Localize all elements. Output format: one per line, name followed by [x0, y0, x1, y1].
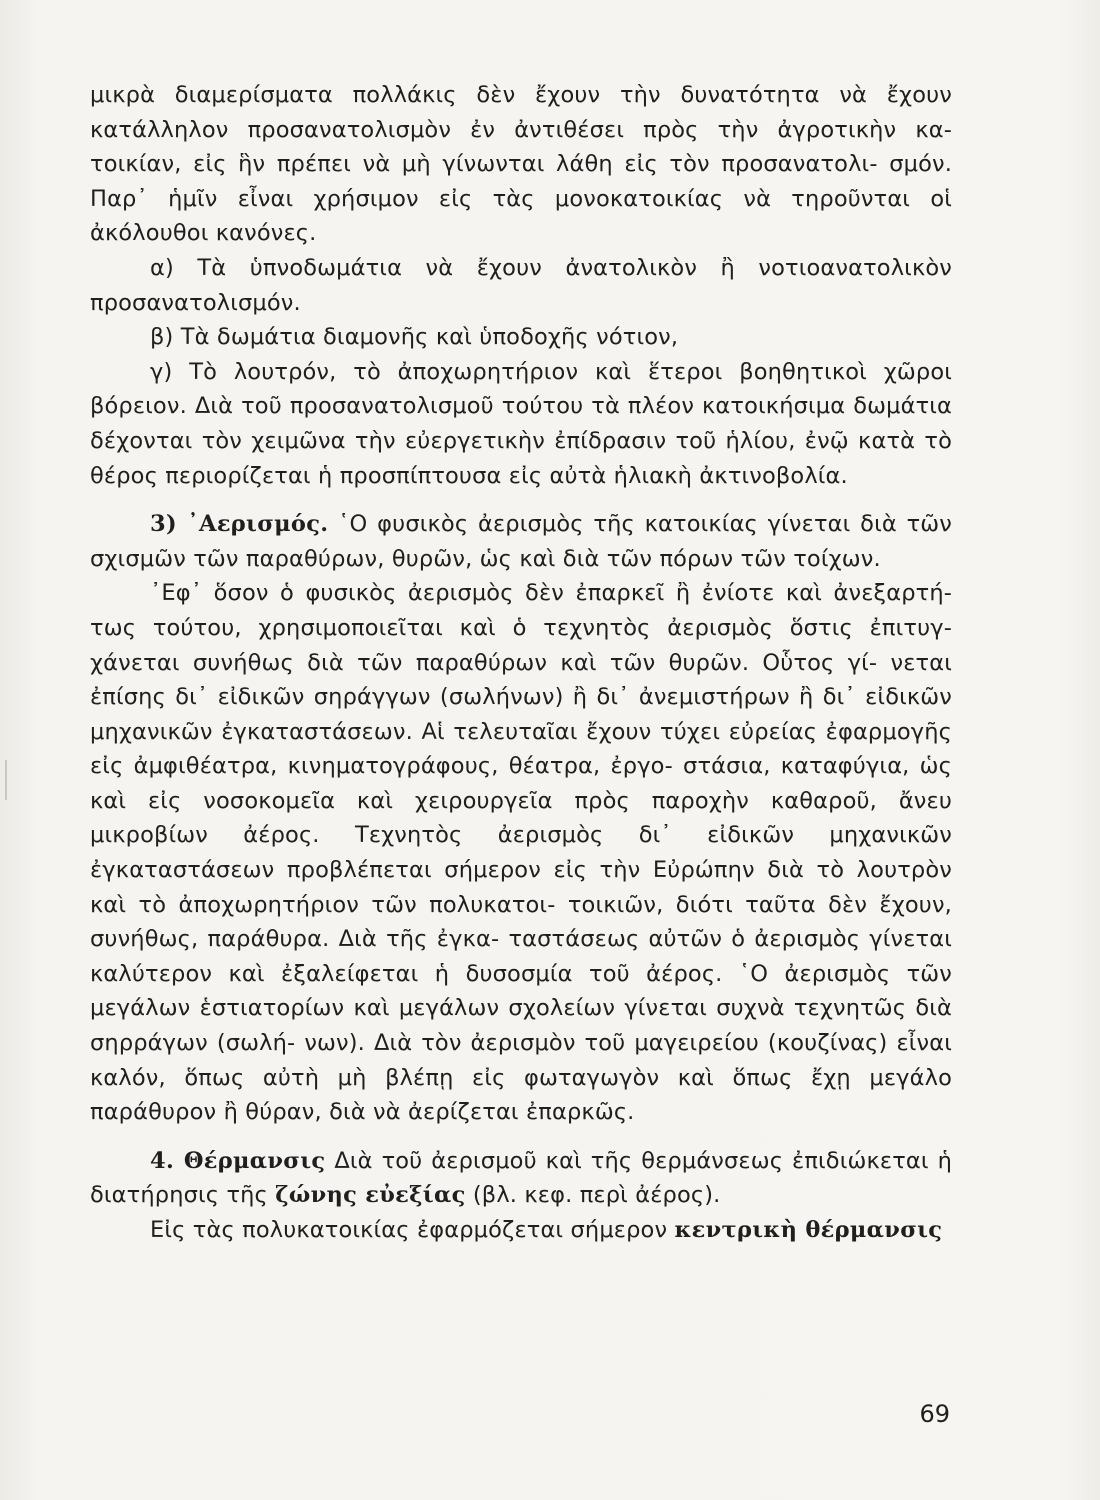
- text-line: α) Τὰ ὑπνοδωμάτια νὰ ἔχουν ἀνατολικὸν ἢ νοτιοανατολικὸν: [150, 254, 952, 281]
- text-line: σχισμῶν τῶν παραθύρων, θυρῶν, ὡς καὶ διὰ τῶν πόρων τῶν τοίχων.: [90, 545, 881, 572]
- text-line: γ) Τὸ λουτρόν, τὸ ἀποχωρητήριον καὶ ἕτεροι βοηθητικοὶ χῶροι: [150, 358, 952, 385]
- paragraph-rule-a: [90, 251, 952, 320]
- text-line: Εὐρώπην διὰ τὸ λουτρὸν καὶ τὸ ἀποχωρητήριον τῶν πολυκατοι-: [90, 857, 952, 918]
- text-line: ταστάσεως αὐτῶν ὁ ἀερισμὸς γίνεται καλύτερον καὶ ἐξαλείφεται: [90, 926, 952, 987]
- text-line: Διὰ τοῦ ἀερισμοῦ καὶ τῆς θερμάνσεως ἐπιδιώκεται: [325, 1147, 929, 1174]
- bold-term: ζώνης εὐεξίας: [275, 1182, 466, 1209]
- body-text: [90, 78, 952, 1248]
- paragraph-ventilation: [90, 507, 952, 576]
- paragraph-artificial-ventilation: [90, 576, 952, 1130]
- text-line: βόρειον. Διὰ τοῦ προσανατολισμοῦ τούτου τὰ πλέον κατοικήσιμα: [90, 393, 846, 420]
- binding-shadow: [5, 760, 7, 800]
- text-line: δωμάτια δέχονται τὸν χειμῶνα τὴν εὐεργετικὴν ἐπίδρασιν τοῦ ἡλίου,: [90, 393, 953, 454]
- text-line: ἀκτινοβολία.: [699, 462, 848, 489]
- paragraph-central-heating: [90, 1213, 952, 1248]
- text-line: εὐρείας ἐφαρμογῆς εἰς ἀμφιθέατρα, κινηματογράφους, θέατρα, ἐργο-: [90, 718, 952, 780]
- text-line: σμόν. Παρ᾿ ἡμῖν εἶναι χρήσιμον εἰς τὰς μονοκατοικίας νὰ τηροῦνται: [90, 151, 952, 212]
- text-line: ἡ δυσοσμία τοῦ ἀέρος. ῾Ο ἀερισμὸς τῶν μεγάλων ἑστιατορίων καὶ: [90, 960, 952, 1022]
- text-line: (βλ. κεφ. περὶ ἀέρος).: [465, 1182, 721, 1209]
- section-heading-ventilation: 3) ᾽Αερισμός.: [150, 511, 329, 538]
- text-line: ἢ θύραν, διὰ νὰ ἀερίζεται ἐπαρκῶς.: [223, 1099, 635, 1126]
- paragraph-intro: [90, 78, 952, 251]
- text-line: κατάλληλον προσανατολισμὸν ἐν ἀντιθέσει πρὸς τὴν ἀγροτικὴν κα-: [90, 116, 952, 143]
- bold-term: κεντρικὴ θέρμανσις: [674, 1217, 943, 1243]
- text-line: τως τούτου, χρησιμοποιεῖται καὶ ὁ τεχνητὸς ἀερισμὸς ὅστις ἐπιτυγ-: [90, 614, 952, 641]
- text-line: τοικίαν, εἰς ἣν πρέπει νὰ μὴ γίνωνται λάθη εἰς τὸν προσανατολι-: [90, 151, 878, 178]
- paragraph-rule-b: [90, 320, 952, 355]
- text-line: β) Τὰ δωμάτια διαμονῆς καὶ ὑποδοχῆς νότιον,: [150, 324, 679, 351]
- text-line: τοικιῶν, διότι ταῦτα δὲν ἔχουν, συνήθως, παράθυρα. Διὰ τῆς ἐγκα-: [90, 891, 952, 953]
- page-number: 69: [919, 1400, 950, 1428]
- text-line: χάνεται συνήθως διὰ τῶν παραθύρων καὶ τῶν θυρῶν. Οὗτος γί-: [90, 649, 878, 676]
- text-line: μικρὰ διαμερίσματα πολλάκις δὲν ἔχουν τὴν δυνατότητα νὰ ἔχουν: [90, 82, 952, 108]
- text-line: στάσια, καταφύγια, ὡς καὶ εἰς νοσοκομεῖα καὶ χειρουργεῖα πρὸς: [90, 753, 952, 814]
- text-line: οἱ ἀκόλουθοι κανόνες.: [90, 185, 952, 247]
- paragraph-rule-c: [90, 355, 952, 493]
- text-line: μεγάλων σχολείων γίνεται συχνὰ τεχνητῶς διὰ σηρράγων (σωλή-: [90, 995, 953, 1057]
- text-line: αὐτὴ μὴ βλέπῃ εἰς φωταγωγὸν καὶ ὅπως ἔχῃ μεγάλο παράθυρον: [90, 1064, 952, 1126]
- text-line: παροχὴν καθαροῦ, ἄνευ μικροβίων ἀέρος. Τεχνητὸς ἀερισμὸς δι᾿: [90, 787, 952, 849]
- text-line: νεται ἐπίσης δι᾿ εἰδικῶν σηράγγων (σωλήνων) ἢ δι᾿ ἀνεμιστήρων: [90, 649, 952, 711]
- text-line: ἢ δι᾿ εἰδικῶν μηχανικῶν ἐγκαταστάσεων. Αἱ τελευταῖαι ἔχουν τύχει: [90, 684, 952, 745]
- section-heading-heating: 4. Θέρμανσις: [150, 1147, 326, 1174]
- paragraph-heating: [90, 1144, 952, 1213]
- text-line: Εἰς τὰς πολυκατοικίας ἐφαρμόζεται σήμερον: [150, 1217, 675, 1243]
- text-line: νων). Διὰ τὸν ἀερισμὸν τοῦ μαγειρείου (κουζίνας) εἶναι καλόν, ὅπως: [90, 1030, 952, 1091]
- text-line: προσανατολισμόν.: [90, 289, 301, 316]
- text-line: εἰδικῶν μηχανικῶν ἐγκαταστάσεων προβλέπεται σήμερον εἰς τὴν: [90, 822, 952, 884]
- text-line: ῾Ο φυσικὸς ἀερισμὸς τῆς κατοικίας γίνεται διὰ τῶν: [328, 511, 953, 538]
- text-line: ἡ διατήρησις τῆς: [90, 1147, 953, 1209]
- text-line: ἐνῷ κατὰ τὸ θέρος περιορίζεται ἡ προσπίπτουσα εἰς αὐτὰ ἡλιακὴ: [90, 427, 952, 489]
- text-line: ᾽Εφ᾿ ὅσον ὁ φυσικὸς ἀερισμὸς δὲν ἐπαρκεῖ ἢ ἐνίοτε καὶ ἀνεξαρτή-: [150, 580, 952, 607]
